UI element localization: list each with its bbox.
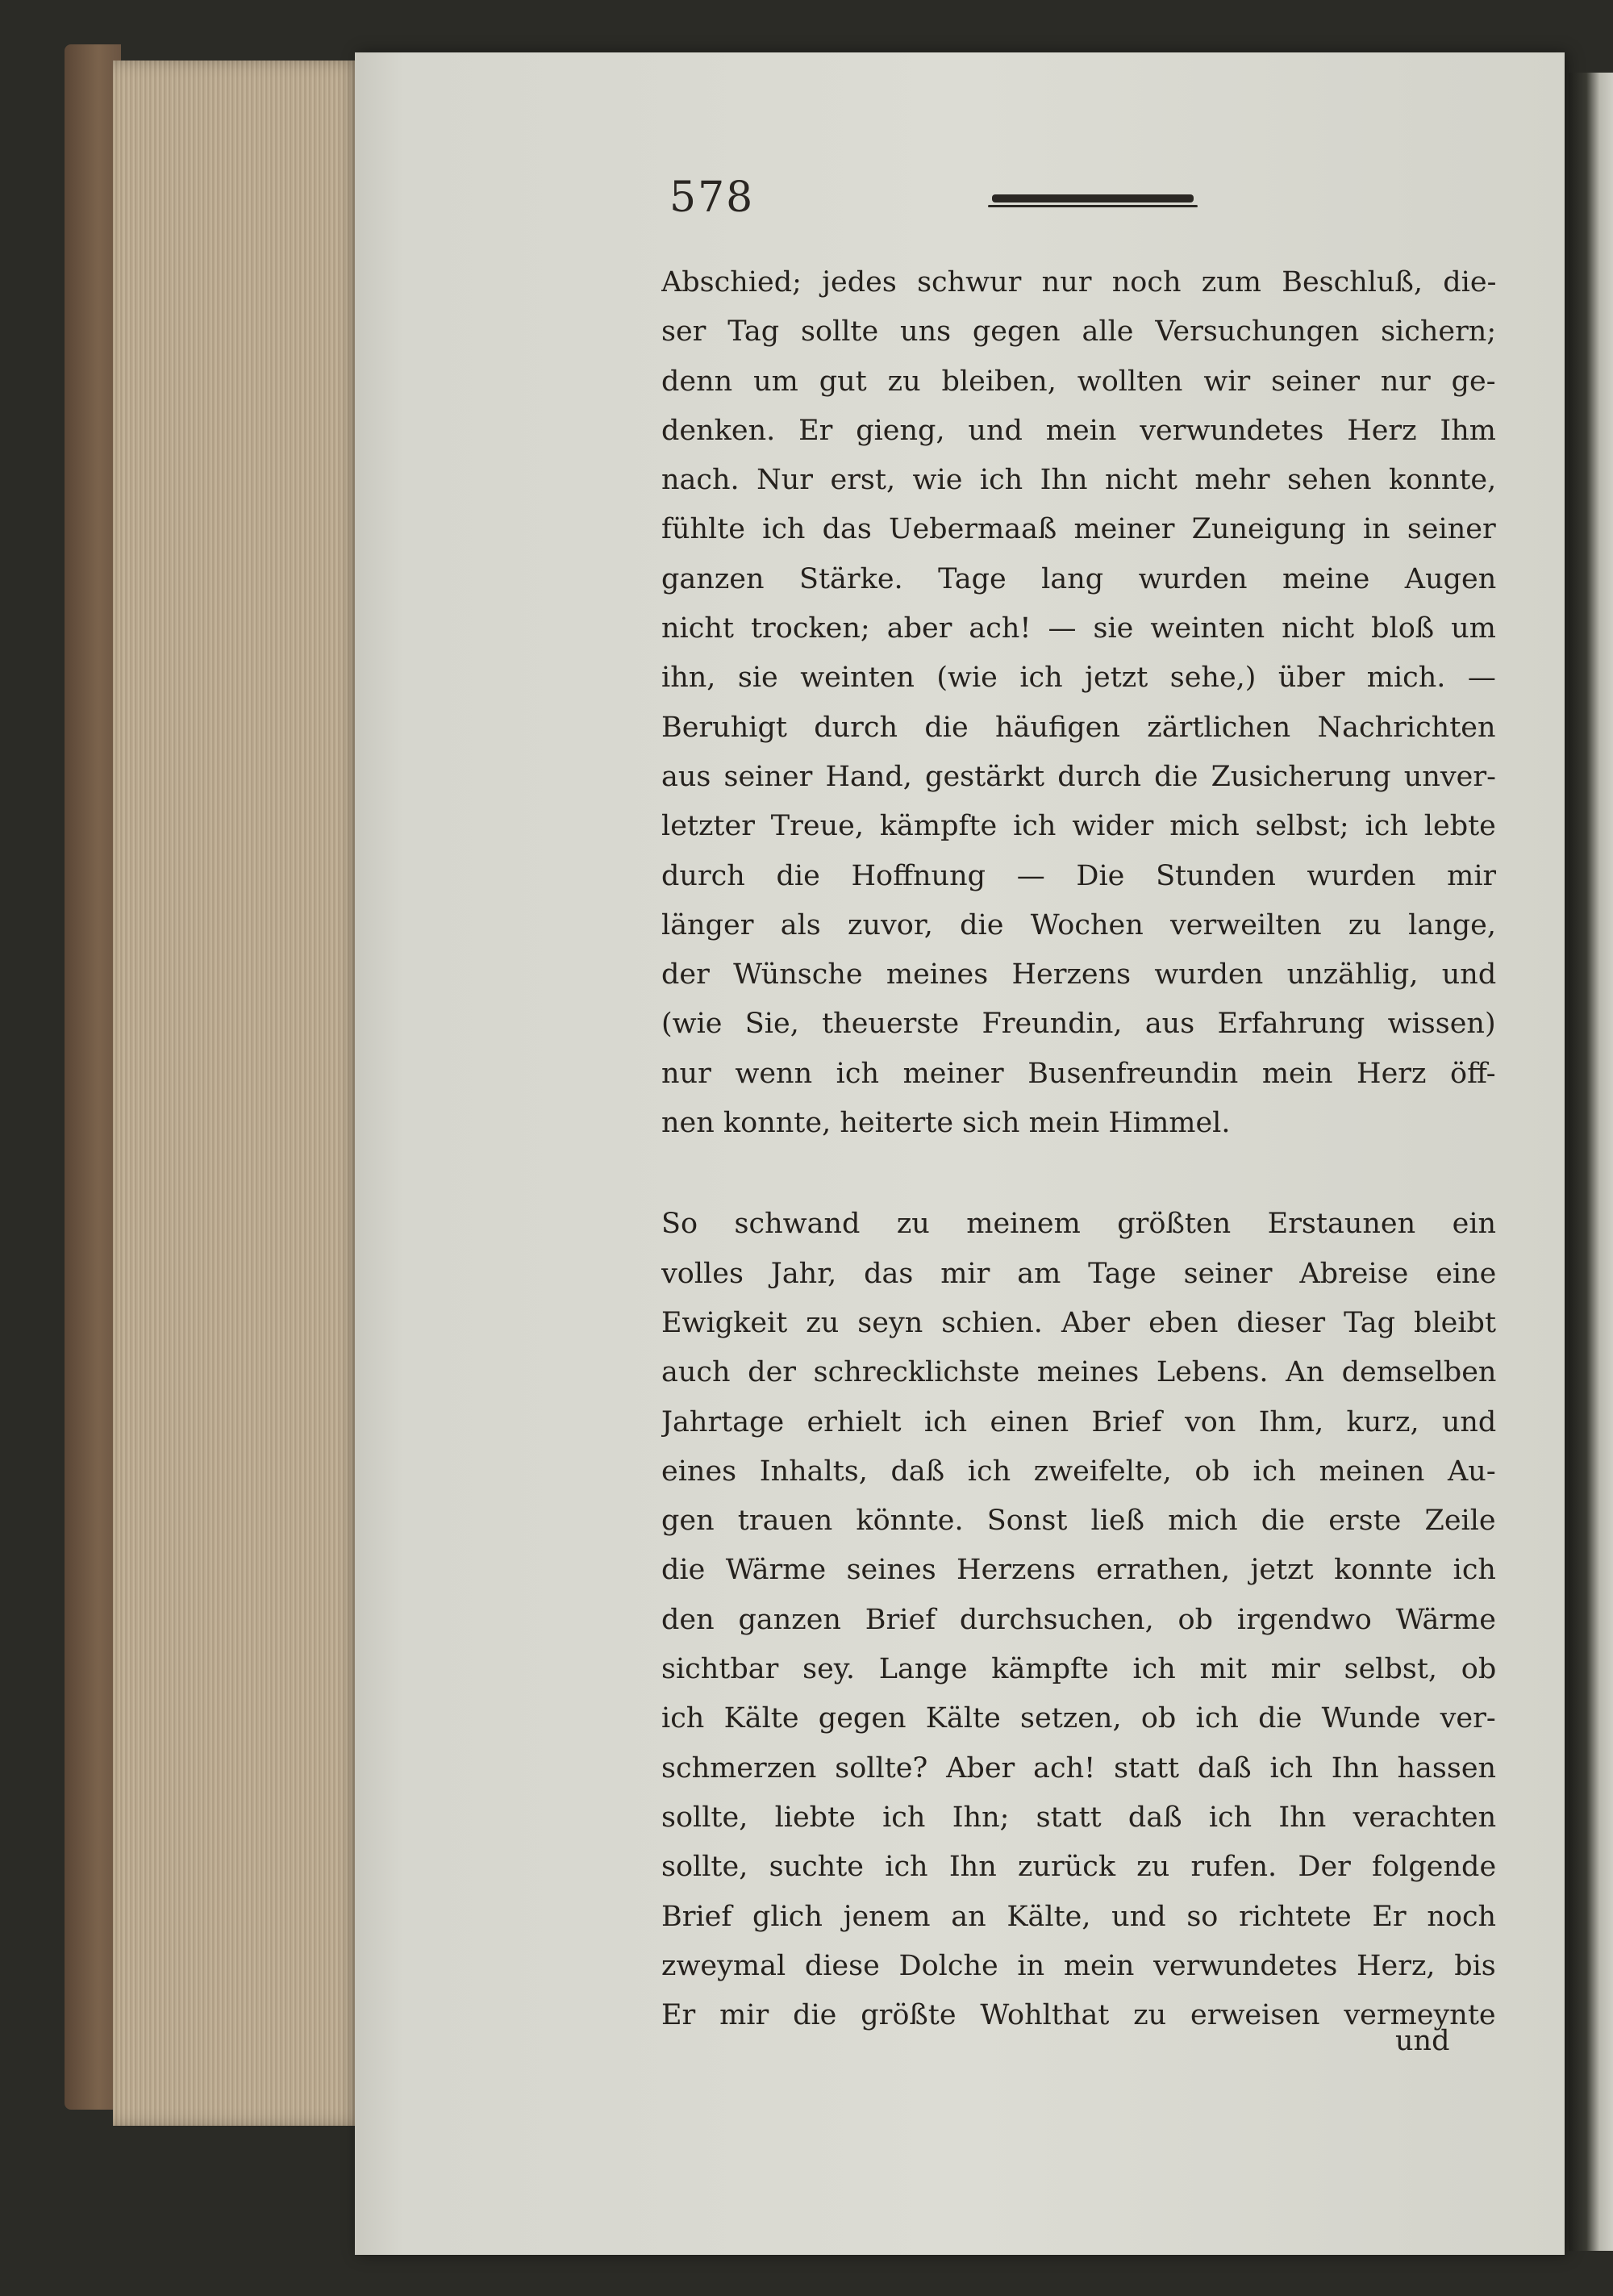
text-line: länger als zuvor, die Wochen verweilten zu lange, [661,908,1496,941]
text-line: volles Jahr, das mir am Tage seiner Abreise eine [661,1257,1496,1290]
body-text [661,258,1496,2040]
text-line: denn um gut zu bleiben, wollten wir seiner nur ge- [661,365,1496,398]
text-line: gen trauen könnte. Sonst ließ mich die erste Zeile [661,1505,1496,1538]
text-line: ganzen Stärke. Tage lang wurden meine Augen [661,562,1496,595]
text-line: fühlte ich das Uebermaaß meiner Zuneigung in seiner [661,513,1496,546]
text-line: die Wärme seines Herzens errathen, jetzt konnte ich [661,1554,1496,1587]
next-page-edge [1569,73,1613,2251]
text-line: nach. Nur erst, wie ich Ihn nicht mehr sehen konnte, [661,464,1496,497]
header-rule [992,194,1194,202]
text-line: Brief glich jenem an Kälte, und so richtete Er noch [661,1900,1496,1933]
text-line: sichtbar sey. Lange kämpfte ich mit mir selbst, ob [661,1653,1496,1686]
text-line: nur wenn ich meiner Busenfreundin mein Herz öff- [661,1057,1496,1090]
text-line: Ewigkeit zu seyn schien. Aber eben dieser Tag bleibt [661,1306,1496,1339]
text-line: ich Kälte gegen Kälte setzen, ob ich die Wunde ver- [661,1702,1496,1735]
text-line: durch die Hoffnung — Die Stunden wurden mir [661,859,1496,892]
text-line: eines Inhalts, daß ich zweifelte, ob ich meinen Au- [661,1455,1496,1488]
text-line: Abschied; jedes schwur nur noch zum Beschluß, die- [661,266,1496,298]
text-line: denken. Er gieng, und mein verwundetes Herz Ihm [661,414,1496,447]
page-edges [113,61,363,2126]
text-line: Er mir die größte Wohlthat zu erweisen vermeynte [661,1999,1496,2032]
paragraph-2 [661,1200,1496,2040]
text-line: den ganzen Brief durchsuchen, ob irgendwo Wärme [661,1603,1496,1636]
text-line: nen konnte, heiterte sich mein Himmel. [661,1107,1231,1140]
text-line: So schwand zu meinem größten Erstaunen ein [661,1208,1496,1241]
text-line: sollte, suchte ich Ihn zurück zu rufen. Der folgende [661,1851,1496,1884]
text-line: zweymal diese Dolche in mein verwundetes Herz, bis [661,1949,1496,1982]
text-line: nicht trocken; aber ach! — sie weinten nicht bloß um [661,612,1496,645]
text-line: schmerzen sollte? Aber ach! statt daß ich Ihn hassen [661,1751,1496,1785]
text-line: ser Tag sollte uns gegen alle Versuchungen sichern; [661,315,1496,349]
text-line: ihn, sie weinten (wie ich jetzt sehe,) über mich. — [661,662,1496,695]
text-line: der Wünsche meines Herzens wurden unzählig, und [661,958,1496,991]
text-line: Jahrtage erhielt ich einen Brief von Ihm, kurz, und [661,1405,1496,1438]
text-line: Beruhigt durch die häufigen zärtlichen Nachrichten [661,711,1496,744]
page-number: 578 [669,173,755,222]
text-line: sollte, liebte ich Ihn; statt daß ich Ihn verachten [661,1801,1496,1834]
paragraph-1 [661,258,1496,1148]
book-page [355,52,1565,2255]
catchword: und [1395,2025,1450,2057]
text-line: (wie Sie, theuerste Freundin, aus Erfahrung wissen) [661,1008,1496,1041]
text-line: letzter Treue, kämpfte ich wider mich selbst; ich lebte [661,810,1496,843]
text-line: aus seiner Hand, gestärkt durch die Zusicherung unver- [661,760,1496,793]
text-line: auch der schrecklichste meines Lebens. An demselben [661,1356,1496,1389]
